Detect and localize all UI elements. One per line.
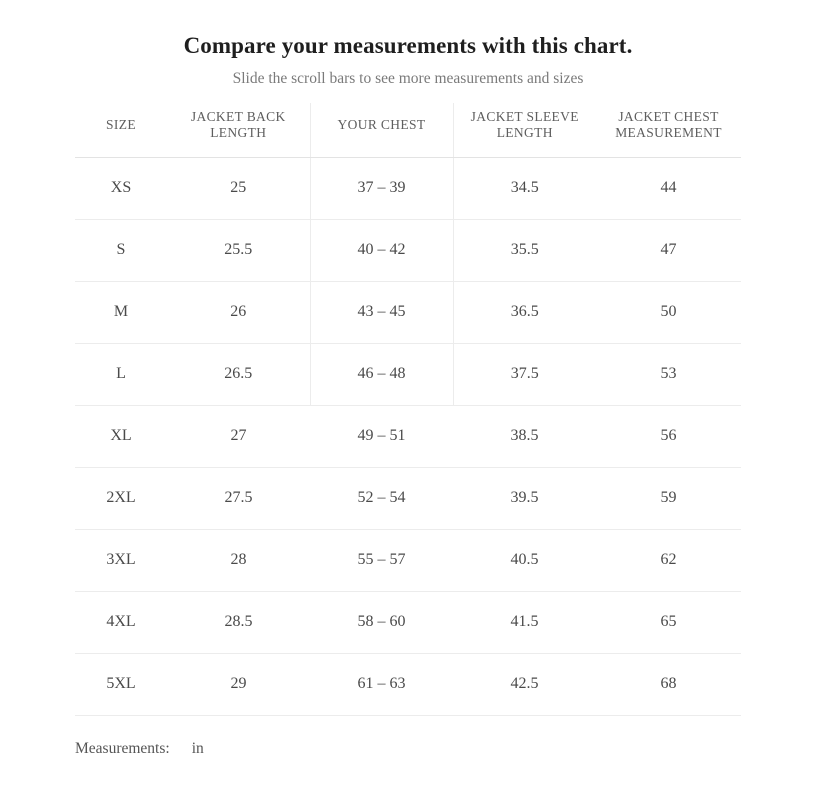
cell-size: 5XL	[75, 653, 167, 715]
cell-jacket-sleeve-length: 36.5	[453, 281, 596, 343]
measurements-label: Measurements:	[75, 739, 170, 757]
cell-jacket-back-length: 25.5	[167, 219, 310, 281]
cell-jacket-sleeve-length: 35.5	[453, 219, 596, 281]
cell-size: 3XL	[75, 529, 167, 591]
cell-jacket-sleeve-length: 40.5	[453, 529, 596, 591]
column-header-jacket-chest-measurement: JACKET CHEST MEASUREMENT	[596, 103, 741, 157]
cell-jacket-back-length: 27	[167, 405, 310, 467]
cell-jacket-back-length: 28	[167, 529, 310, 591]
table-row	[75, 591, 741, 653]
cell-jacket-sleeve-length: 39.5	[453, 467, 596, 529]
cell-size: XL	[75, 405, 167, 467]
table-row	[75, 653, 741, 715]
cell-jacket-sleeve-length: 42.5	[453, 653, 596, 715]
table-row	[75, 529, 741, 591]
column-header-jacket-back-length: JACKET BACK LENGTH	[167, 103, 310, 157]
cell-size: M	[75, 281, 167, 343]
cell-your-chest: 37 – 39	[310, 157, 453, 219]
cell-jacket-chest-measurement: 59	[596, 467, 741, 529]
cell-your-chest: 55 – 57	[310, 529, 453, 591]
cell-your-chest: 46 – 48	[310, 343, 453, 405]
size-chart-table-wrapper	[75, 88, 741, 716]
cell-your-chest: 61 – 63	[310, 653, 453, 715]
table-row	[75, 219, 741, 281]
table-header-row	[75, 103, 741, 157]
cell-your-chest: 49 – 51	[310, 405, 453, 467]
cell-jacket-chest-measurement: 65	[596, 591, 741, 653]
table-row	[75, 281, 741, 343]
cell-jacket-sleeve-length: 41.5	[453, 591, 596, 653]
cell-size: XS	[75, 157, 167, 219]
cell-your-chest: 40 – 42	[310, 219, 453, 281]
table-row	[75, 405, 741, 467]
cell-jacket-sleeve-length: 38.5	[453, 405, 596, 467]
cell-size: S	[75, 219, 167, 281]
cell-your-chest: 52 – 54	[310, 467, 453, 529]
column-header-size: SIZE	[75, 103, 167, 157]
page-title: Compare your measurements with this chart.	[183, 33, 633, 58]
cell-size: L	[75, 343, 167, 405]
cell-size: 2XL	[75, 467, 167, 529]
cell-jacket-back-length: 26	[167, 281, 310, 343]
cell-jacket-chest-measurement: 56	[596, 405, 741, 467]
cell-jacket-chest-measurement: 68	[596, 653, 741, 715]
cell-size: 4XL	[75, 591, 167, 653]
cell-jacket-chest-measurement: 62	[596, 529, 741, 591]
measurements-footer	[75, 716, 741, 758]
cell-jacket-back-length: 29	[167, 653, 310, 715]
table-row	[75, 157, 741, 219]
cell-jacket-sleeve-length: 37.5	[453, 343, 596, 405]
size-chart-table	[75, 103, 741, 716]
column-header-jacket-sleeve-length: JACKET SLEEVE LENGTH	[453, 103, 596, 157]
cell-jacket-chest-measurement: 53	[596, 343, 741, 405]
cell-jacket-back-length: 26.5	[167, 343, 310, 405]
table-row	[75, 467, 741, 529]
cell-jacket-back-length: 25	[167, 157, 310, 219]
measurements-unit: in	[191, 739, 204, 757]
cell-jacket-back-length: 27.5	[167, 467, 310, 529]
table-header	[75, 103, 741, 157]
cell-jacket-sleeve-length: 34.5	[453, 157, 596, 219]
cell-jacket-chest-measurement: 44	[596, 157, 741, 219]
cell-jacket-back-length: 28.5	[167, 591, 310, 653]
table-row	[75, 343, 741, 405]
cell-your-chest: 43 – 45	[310, 281, 453, 343]
cell-jacket-chest-measurement: 50	[596, 281, 741, 343]
cell-your-chest: 58 – 60	[310, 591, 453, 653]
column-header-your-chest: YOUR CHEST	[310, 103, 453, 157]
page-subtitle: Slide the scroll bars to see more measurements and sizes	[232, 70, 584, 87]
table-body	[75, 157, 741, 715]
cell-jacket-chest-measurement: 47	[596, 219, 741, 281]
